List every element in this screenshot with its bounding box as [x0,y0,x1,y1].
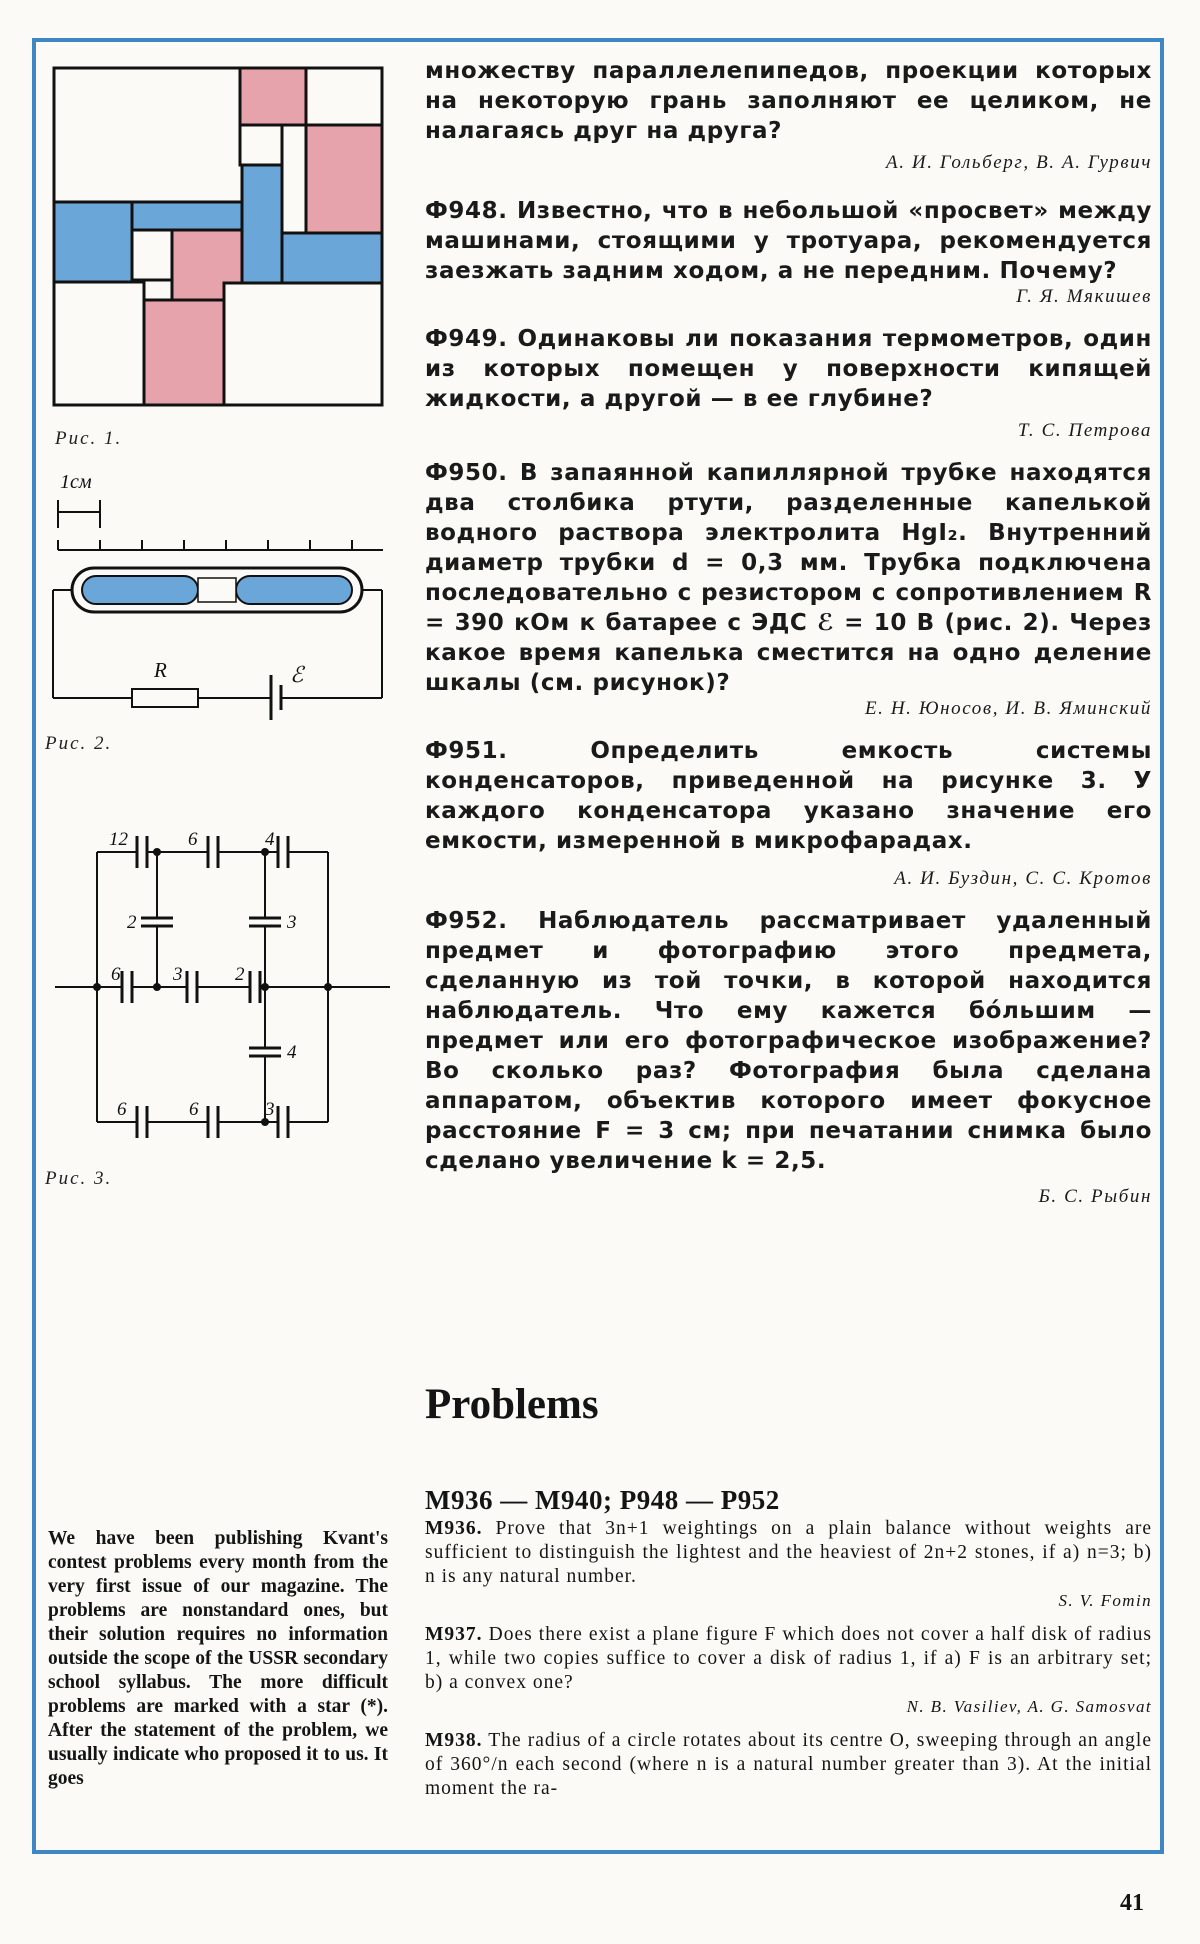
capacitance-label: 3 [265,1099,275,1120]
mercury-column [82,576,198,604]
problem-author: Т. С. Петрова [1017,420,1152,441]
problem-m937 [425,1623,1152,1717]
tile [132,202,242,230]
capacitance-label: 6 [117,1099,127,1120]
russian-problems-column [425,56,1152,1224]
problem-code: Ф952. [425,908,508,934]
capacitance-label: 6 [111,964,121,985]
junction [153,848,161,856]
junction [93,983,101,991]
problem-code: Ф950. [425,460,508,486]
resistor [132,689,198,707]
problem-code: M937. [425,1624,483,1645]
problem-text: Does there exist a plane figure F which does not cover a half disk of radius 1, while two copies suffice to cover a disk of radius 1, if a) F is an arbitrary set; b) a convex one? [425,1624,1153,1693]
capacitance-label: 12 [109,829,128,850]
problem-code: Ф951. [425,738,508,764]
figure-1-caption: Рис. 1. [55,428,123,449]
scale-label: 1см [60,471,92,493]
mercury-column [236,576,352,604]
problem-f949 [425,324,1152,442]
problem-text: Prove that 3n+1 weightings on a plain balance without weights are sufficient to distinguish the lightest and the heaviest of 2n+2 stones, if a) n=3; b) n is any natural number. [425,1518,1152,1587]
intro-text: множеству параллелепипедов, проекции которых на некоторую грань заполняют ее целиком, не налагаясь друг на друга? [425,58,1152,144]
problem-f950 [425,458,1152,720]
problem-code: M936. [425,1518,483,1539]
capacitance-label: 6 [188,829,198,850]
capacitance-label: 2 [235,964,245,985]
problem-author: N. B. Vasiliev, A. G. Samosvat [906,1697,1152,1716]
capacitance-label: 3 [287,912,297,933]
problem-text: The radius of a circle rotates about its centre O, sweeping through an angle of 360°/n each second (where n is a natural number greater than 3). At the initial moment the ra- [425,1730,1152,1799]
problem-text: Известно, что в небольшой «просвет» между машинами, стоящими у тротуара, рекомендуется заезжать задним ходом, а не передним. Почему? [425,198,1153,284]
figure-1-tiling [48,62,388,417]
problem-code: Ф948. [425,198,508,224]
junction [324,983,332,991]
problem-author: Б. С. Рыбин [1038,1186,1152,1207]
problem-text: Одинаковы ли показания термометров, один из которых помещен у поверхности кипящей жидкости, а другой — в ее глубине? [425,326,1153,412]
intro-author: А. И. Гольберг, В. А. Гурвич [885,152,1152,173]
tile [224,283,382,405]
tile [54,202,132,282]
problem-m938 [425,1729,1152,1801]
problem-m936 [425,1517,1152,1611]
page-number: 41 [1120,1890,1144,1916]
problem-f951 [425,736,1152,890]
capacitance-label: 3 [173,964,183,985]
capacitance-label: 4 [287,1042,297,1063]
tile [132,230,172,280]
english-problems-column [425,1517,1152,1801]
problem-code: M938. [425,1730,483,1751]
figure-2-circuit [48,470,393,730]
tile [306,68,382,125]
section-heading: Problems [425,1381,599,1428]
problem-author: Е. Н. Юносов, И. В. Яминский [864,698,1152,719]
intro-problem [425,56,1152,174]
problem-author: S. V. Fomin [1058,1591,1152,1610]
figure-3-capacitors [55,822,390,1144]
problem-f948 [425,196,1152,308]
problem-text: В запаянной капиллярной трубке находятся два столбика ртути, разделенные капелькой водного раствора электролита HgI₂. Внутренний диаметр трубки d = 0,3 мм. Трубка подключена последовательно с резистором с сопротивлением R = 390 кОм к батарее с ЭДС ℰ = 10 В (рис. 2). Через какое время капелька сместится на одно деление шкалы (см. рисунок)? [425,460,1153,696]
problem-f952 [425,906,1152,1208]
problem-author: Г. Я. Мякишев [1016,286,1152,307]
problem-text: Определить емкость системы конденсаторов, приведенной на рисунке 3. У каждого конденсатора указано значение его емкости, измеренной в микрофарадах. [425,738,1152,854]
tile [282,233,382,283]
problem-code: Ф949. [425,326,508,352]
resistor-label: R [154,658,167,682]
capacitance-label: 6 [189,1099,199,1120]
electrolyte-drop [198,578,236,602]
tile [240,68,306,125]
figure-2-caption: Рис. 2. [45,733,113,754]
tile [144,300,224,405]
capacitance-label: 4 [265,829,275,850]
problem-text: Наблюдатель рассматривает удаленный предмет и фотографию этого предмета, сделанную из той точки, в которой находится наблюдатель. Что ему кажется бóльшим — предмет или его фотографическое изображение? Во сколько раз? Фотография была сделана аппаратом, объектив которого имеет фокусное расстояние F = 3 см; при печатании снимка было сделано увеличение k = 2,5. [425,908,1153,1174]
tile [240,125,282,165]
battery-label: ℰ [290,662,304,687]
tile [242,165,282,283]
figure-3-caption: Рис. 3. [45,1168,113,1189]
sidebar-intro: We have been publishing Kvant's contest problems every month from the very first issue of our magazine. The problems are nonstandard ones, but their solution requires no information outside the scope of the USSR secondary school syllabus. The more difficult problems are marked with a star (*). After the statement of the problem, we usually indicate who proposed it to us. It goes [48,1528,388,1789]
problem-author: А. И. Буздин, С. С. Кротов [894,868,1152,889]
junction [153,983,161,991]
section-subheading: M936 — M940; P948 — P952 [425,1485,780,1515]
tile [306,125,382,233]
capacitance-label: 2 [127,912,137,933]
junction [261,983,269,991]
tile [54,282,144,405]
